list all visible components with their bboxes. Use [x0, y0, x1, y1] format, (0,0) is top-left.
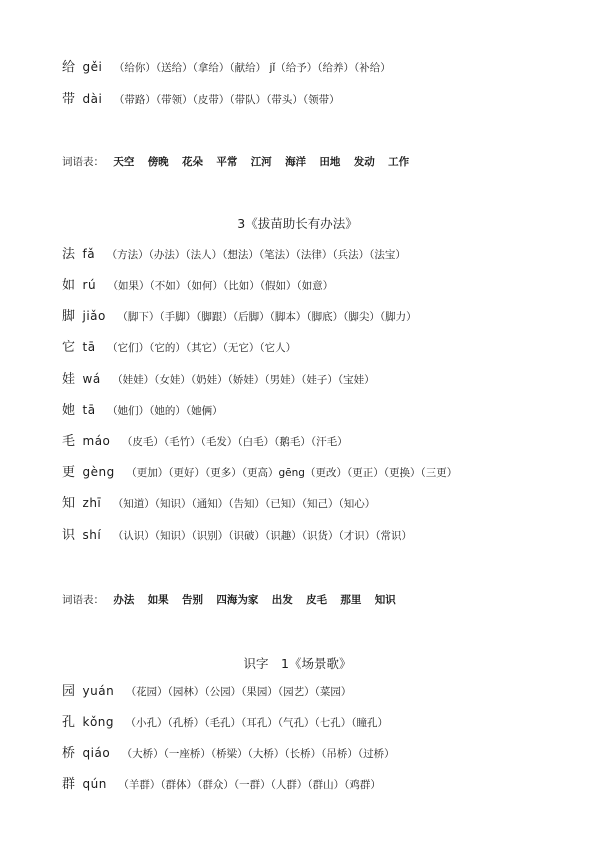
vocabulary-word: 平常 — [216, 156, 238, 168]
entry-words: （脚下）（手脚）（脚跟）（后脚）（脚本）（脚底）（脚尖）（脚力） — [117, 311, 417, 323]
entry-pinyin: kǒng — [82, 715, 115, 729]
vocabulary-word: 发动 — [353, 156, 375, 168]
entry-row — [62, 684, 351, 699]
entry-character: 带 — [62, 92, 76, 107]
entry-character: 识 — [62, 528, 76, 543]
entry-words: （她们）（她的）（她俩） — [107, 405, 223, 417]
entry-pinyin: fǎ — [82, 247, 96, 261]
entry-character: 法 — [62, 247, 76, 262]
entry-character: 孔 — [62, 715, 76, 730]
entry-row — [62, 60, 391, 75]
entry-words: （它们）（它的）（其它）（无它）（它人） — [107, 342, 297, 354]
entry-character: 毛 — [62, 434, 76, 449]
vocabulary-word: 工作 — [388, 156, 410, 168]
entry-row — [62, 777, 381, 792]
entry-character: 它 — [62, 340, 76, 355]
vocabulary-word: 出发 — [271, 594, 293, 606]
entry-character: 知 — [62, 496, 76, 511]
vocabulary-word: 那里 — [340, 594, 362, 606]
entry-pinyin: jiǎo — [82, 309, 106, 323]
entry-pinyin: dài — [82, 92, 103, 106]
entry-row — [62, 465, 457, 480]
entry-character: 更 — [62, 465, 76, 480]
entry-pinyin: tā — [82, 403, 96, 417]
vocabulary-word: 告别 — [182, 594, 204, 606]
vocabulary-word: 傍晚 — [147, 156, 169, 168]
entry-character: 给 — [62, 60, 76, 75]
entry-row — [62, 528, 412, 543]
entry-pinyin: shí — [82, 528, 102, 542]
entry-row — [62, 496, 375, 511]
vocabulary-word: 江河 — [250, 156, 272, 168]
entry-pinyin: zhī — [82, 496, 102, 510]
entry-words: （知道）（知识）（通知）（告知）（已知）（知己）（知心） — [112, 498, 376, 510]
entry-words: （给你）（送给）（拿给）（献给） jǐ（给予）（给养）（补给） — [113, 62, 391, 74]
lesson-title: 3《拔苗助长有办法》 — [237, 216, 358, 231]
vocabulary-word: 知识 — [374, 594, 396, 606]
entry-character: 群 — [62, 777, 76, 792]
entry-row — [62, 278, 333, 293]
entry-character: 园 — [62, 684, 76, 699]
entry-character: 桥 — [62, 746, 76, 761]
vocabulary-word: 天空 — [113, 156, 135, 168]
entry-row — [62, 247, 406, 262]
entry-pinyin: yuán — [82, 684, 115, 698]
entry-pinyin: wá — [82, 372, 101, 386]
vocabulary-list — [62, 154, 419, 169]
entry-row — [62, 309, 417, 324]
vocabulary-label: 词语表： — [62, 594, 104, 606]
vocabulary-word: 田地 — [319, 156, 341, 168]
entry-pinyin: qún — [82, 777, 107, 791]
entry-words: （如果）（不如）（如何）（比如）（假如）（如意） — [107, 280, 334, 292]
entry-pinyin: gèng — [82, 465, 115, 479]
entry-character: 脚 — [62, 309, 76, 324]
vocabulary-word: 办法 — [113, 594, 135, 606]
entry-words: （更加）（更好）（更多）（更高）gēng（更改）（更正）（更换）（三更） — [126, 467, 458, 479]
entry-row — [62, 340, 296, 355]
entry-words: （大桥）（一座桥）（桥梁）（大桥）（长桥）（吊桥）（过桥） — [121, 748, 395, 760]
entry-row — [62, 746, 395, 761]
entry-words: （花园）（园林）（公园）（果园）（园艺）（菜园） — [125, 686, 352, 698]
entry-words: （小孔）（孔桥）（毛孔）（耳孔）（气孔）（七孔）（瞳孔） — [125, 717, 389, 729]
vocabulary-word: 花朵 — [182, 156, 204, 168]
entry-row — [62, 92, 340, 107]
entry-row — [62, 403, 223, 418]
entry-row — [62, 434, 348, 449]
vocabulary-word: 四海为家 — [216, 594, 259, 606]
entry-row — [62, 715, 388, 730]
vocabulary-word: 如果 — [147, 594, 169, 606]
vocabulary-label: 词语表： — [62, 156, 104, 168]
entry-pinyin: qiáo — [82, 746, 111, 760]
entry-words: （羊群）（群体）（群众）（一群）（人群）（群山）（鸡群） — [118, 779, 381, 791]
entry-character: 她 — [62, 403, 76, 418]
entry-words: （认识）（知识）（识别）（识破）（识趣）（识货）（才识）（常识） — [112, 530, 412, 542]
entry-pinyin: máo — [82, 434, 111, 448]
entry-row — [62, 372, 375, 387]
entry-words: （皮毛）（毛竹）（毛发）（白毛）（鹅毛）（汗毛） — [121, 436, 348, 448]
entry-words: （方法）（办法）（法人）（想法）（笔法）（法律）（兵法）（法宝） — [106, 249, 406, 261]
entry-words: （娃娃）（女娃）（奶娃）（娇娃）（男娃）（娃子）（宝娃） — [112, 374, 375, 386]
entry-character: 如 — [62, 278, 76, 293]
entry-pinyin: tā — [82, 340, 96, 354]
entry-words: （带路）（带领）（皮带）（带队）（带头）（领带） — [113, 94, 340, 106]
lesson-title: 识字 1《场景歌》 — [243, 656, 352, 671]
vocabulary-word: 皮毛 — [306, 594, 328, 606]
vocabulary-word: 海洋 — [285, 156, 307, 168]
vocabulary-list — [62, 592, 406, 607]
entry-pinyin: rú — [82, 278, 97, 292]
entry-pinyin: gěi — [82, 60, 103, 74]
entry-character: 娃 — [62, 372, 76, 387]
